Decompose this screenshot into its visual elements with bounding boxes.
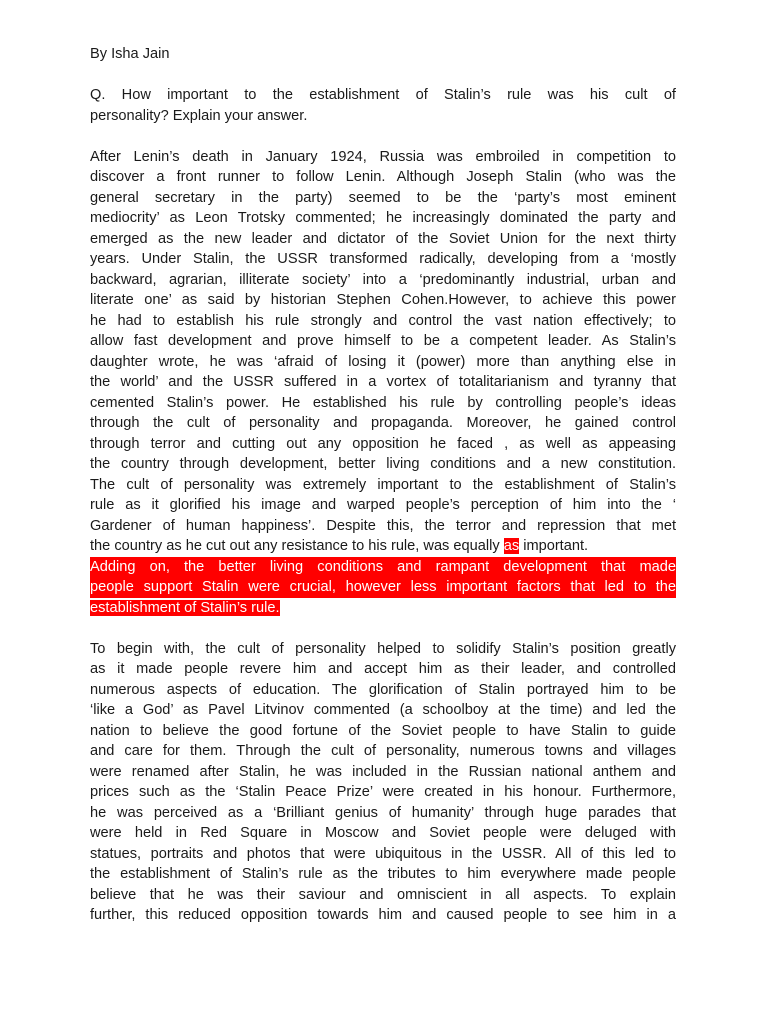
paragraph-line: he was perceived as a ‘Brilliant genius of humanity’ through huge parades that (90, 804, 676, 821)
paragraph-line: emerged as the new leader and dictator of the Soviet Union for the next thirty (90, 230, 676, 247)
paragraph-line: backward, agrarian, illiterate society’ into a ‘predominantly industrial, urban and (90, 271, 676, 288)
paragraph-line: mediocrity’ as Leon Trotsky commented; he increasingly dominated the party and (90, 210, 676, 226)
paragraph-2 (90, 639, 676, 926)
paragraph-line: literate one’ as said by historian Stephen Cohen.However, to achieve this power (90, 292, 676, 308)
highlighted-word: as (503, 538, 520, 554)
spacer (90, 65, 676, 86)
document-page (90, 44, 676, 926)
question-line: personality? Explain your answer. (90, 107, 308, 124)
paragraph-1 (90, 147, 676, 619)
paragraph-line: believe that he was their saviour and omniscient in all aspects. To explain (90, 886, 676, 903)
paragraph-line: and care for them. Through the cult of personality, numerous towns and villages (90, 743, 676, 759)
paragraph-line: as it made people revere him and accept him as their leader, and controlled (90, 661, 676, 677)
spacer (90, 126, 676, 147)
paragraph-line: were renamed after Stalin, he was included in the Russian national anthem and (90, 763, 676, 780)
paragraph-line: statues, portraits and photos that were ubiquitous in the USSR. All of this led to (90, 845, 676, 862)
paragraph-line: To begin with, the cult of personality helped to solidify Stalin’s position greatly (90, 640, 676, 657)
paragraph-line: general secretary in the party) seemed to be the ‘party’s most eminent (90, 189, 676, 206)
paragraph-line: years. Under Stalin, the USSR transformed radically, developing from a ‘mostly (90, 251, 676, 267)
paragraph-line: further, this reduced opposition towards him and caused people to see him in a (90, 907, 676, 923)
line-text-before: the country as he cut out any resistance to his rule, was equally (90, 538, 504, 554)
paragraph-line-with-highlight (90, 536, 676, 557)
highlighted-line-text: Adding on, the better living conditions and rampant development that made (90, 558, 676, 575)
line-text-after: important. (519, 538, 589, 554)
paragraph-line: were held in Red Square in Moscow and Soviet people were deluged with (90, 825, 676, 841)
paragraph-line: Gardener of human happiness’. Despite this, the terror and repression that met (90, 517, 676, 534)
paragraph-line: The cult of personality was extremely important to the establishment of Stalin’s (90, 476, 676, 493)
paragraph-line: allow fast development and prove himself to be a competent leader. As Stalin’s (90, 333, 676, 349)
paragraph-line: After Lenin’s death in January 1924, Russia was embroiled in competition to (90, 148, 676, 165)
paragraph-line: cemented Stalin’s power. He established his rule by controlling people’s ideas (90, 394, 676, 411)
paragraph-line: the world’ and the USSR suffered in a vortex of totalitarianism and tyranny that (90, 374, 676, 390)
highlighted-line (90, 577, 676, 598)
paragraph-line: the country through development, better living conditions and a new constitution. (90, 456, 676, 472)
question (90, 85, 676, 126)
paragraph-line: nation to believe the good fortune of the Soviet people to have Stalin to guide (90, 722, 676, 739)
highlighted-line-text: people support Stalin were crucial, however less important factors that led to the (90, 579, 676, 595)
paragraph-line: numerous aspects of education. The glorification of Stalin portrayed him to be (90, 681, 676, 698)
highlighted-line-text: establishment of Stalin’s rule. (90, 599, 280, 616)
paragraph-line: rule as it glorified his image and warped people’s perception of him into the ‘ (90, 497, 676, 513)
paragraph-line: discover a front runner to follow Lenin. Although Joseph Stalin (who was the (90, 169, 676, 185)
author-line: By Isha Jain (90, 46, 170, 62)
spacer (90, 618, 676, 639)
paragraph-line: prices such as the ‘Stalin Peace Prize’ were created in his honour. Furthermore, (90, 784, 676, 800)
paragraph-line: through the cult of personality and propaganda. Moreover, he gained control (90, 415, 676, 431)
highlighted-line-last (90, 598, 676, 619)
question-line: Q. How important to the establishment of Stalin’s rule was his cult of (90, 87, 676, 103)
paragraph-line: the establishment of Stalin’s rule as the tributes to him everywhere made people (90, 866, 676, 882)
paragraph-line: daughter wrote, he was ‘afraid of losing it (power) more than anything else in (90, 353, 676, 370)
paragraph-line: through terror and cutting out any opposition he faced , as well as appeasing (90, 435, 676, 452)
paragraph-line: he had to establish his rule strongly and control the vast nation effectively; to (90, 312, 676, 329)
paragraph-line: ‘like a God’ as Pavel Litvinov commented (a schoolboy at the time) and led the (90, 702, 676, 718)
highlighted-line (90, 557, 676, 578)
